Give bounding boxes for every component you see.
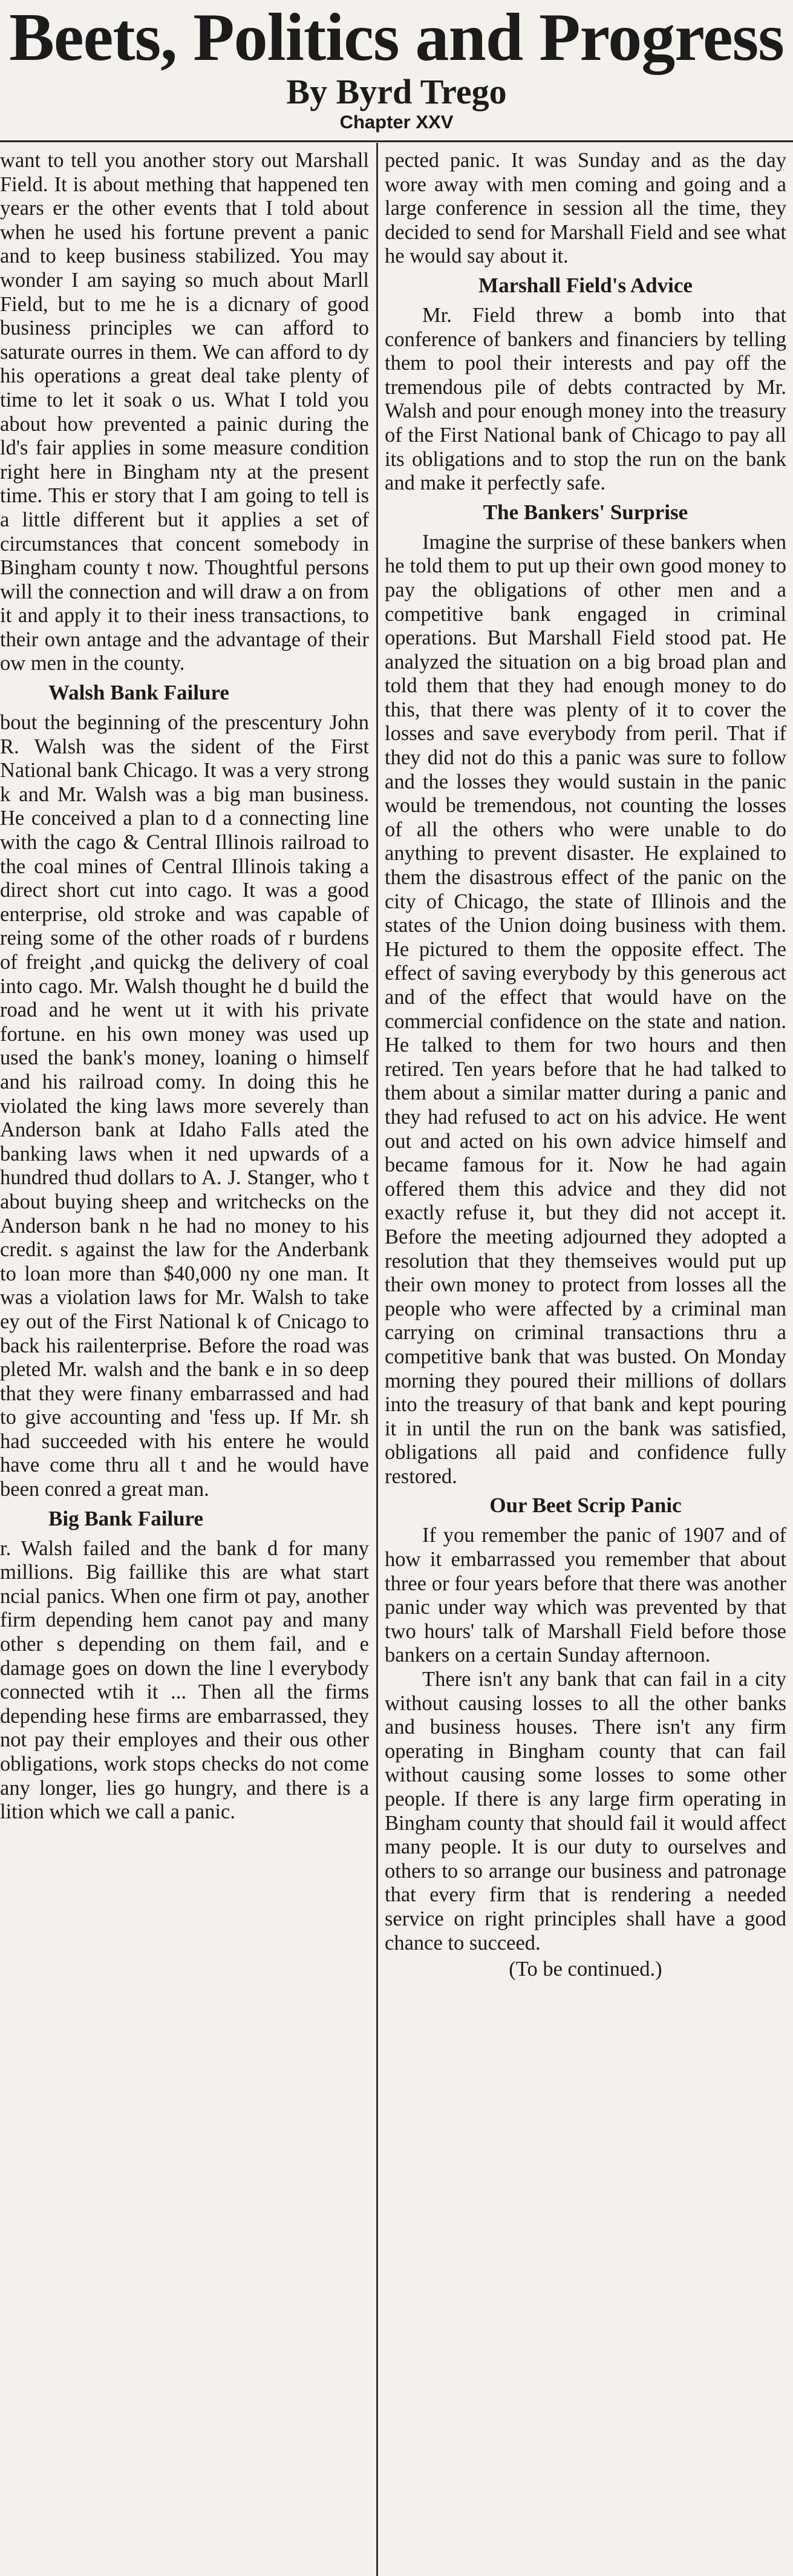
left-paragraph-2: bout the beginning of the prescentury John R. Walsh was the sident of the First National bank Chicago. It was a very strong k and Mr. Walsh was a big man business. He conceived a plan to d a connecting line with the cago & Central Illinois railroad to the coal mines of Central Illinois taking a direct short cut into cago. It was a good enterprise, old stroke and was capable of reing some of the other roads of r burdens of freight ,and quickg the delivery of coal into cago. Mr. Walsh thought he d build the road and he went ut it with his private fortune. en his own money was used up used the bank's money, loaning o himself and his railroad comy. In doing this he violated the king laws more severely than Anderson bank at Idaho Falls ated the banking laws when it ned upwards of a hundred thud dollars to A. J. Stanger, who t about buying sheep and writchecks on the Anderson bank n he had no money to his credit. s against the law for the Anderbank to loan more than $40,000 ny one man. It was a violation laws for Mr. Walsh to take ey out of the First National k of Cnicago to back his railenterprise. Before the road was pleted Mr. walsh and the bank e in so deep that they were finany embarrassed and had to give accounting and 'fess up. If Mr. sh had succeeded with his entere he would have come thru all t and he would have been conred a great man.: [0, 711, 369, 1501]
right-paragraph-4: If you remember the panic of 1907 and of how it embarrassed you remember that about three or four years before that there was another panic under way which was prevented by that two hours' talk of Marshall Field before those bankers on a certain Sunday afternoon.: [385, 1524, 786, 1667]
to-be-continued: (To be continued.): [509, 1958, 662, 1981]
subhead-marshall-fields-advice: Marshall Field's Advice: [478, 273, 693, 297]
column-divider: [376, 143, 378, 2576]
byline: By Byrd Trego: [286, 72, 507, 111]
right-paragraph-2: Mr. Field threw a bomb into that conference of bankers and financiers by telling them to pool their interests and pay off the tremendous pile of debts contracted by Mr. Walsh and pour enough money into the treasury of the First National bank of Chicago to pay all its obligations and to stop the run on the bank and make it perfectly safe.: [385, 303, 786, 495]
subhead-beet-scrip-panic: Our Beet Scrip Panic: [489, 1493, 682, 1518]
left-paragraph-3: r. Walsh failed and the bank d for many millions. Big faillike this are what start ncial panics. When one firm ot pay, another firm depending hem canot pay and many other s depending on them fail, and e damage goes on down the line l everybody connected wtih it ... Then all the firms depending hese firms are embarrassed, they not pay their employes and their ous other obligations, work stops checks do not come any longer, lies go hungry, and there is a lition which we call a panic.: [0, 1536, 369, 1824]
chapter-label: Chapter XXV: [339, 111, 454, 133]
right-paragraph-3: Imagine the surprise of these bankers when he told them to put up their own good money to pay the obligations of other men and a competitive bank engaged in criminal operations. But Marshall Field stood pat. He analyzed the situation on a big broad plan and told them that they had enough money to do this, that there was plenty of it to cover the losses and save everybody from peril. That if they did not do this a panic was sure to follow and the losses they would sustain in the panic would be tremendous, not counting the losses of all the others who were unable to do anything to prevent disaster. He explained to them the disastrous effect of the panic on the city of Chicago, the state of Illinois and the states of the Union doing business with them. He pictured to them the opposite effect. The effect of saving everybody by this generous act and of the effect that would have on the commercial confidence on the state and nation. He talked to them for two hours and then retired. Ten years before that he had talked to them about a similar matter during a panic and they had refused to act on his advice. He went out and acted on his own advice himself and became famous for it. Now he had again offered them this advice and they did not exactly refuse it, but they did not accept it. Before the meeting adjourned they adopted a resolution that they themseives would put up their own money to protect from losses all the people who were affected by a criminal man carrying on criminal transactions thru a competitive bank that was busted. On Monday morning they poured their millions of dollars into the treasury of that bank and kept pouring it in until the run on the bank was satisfied, obligations all paid and confidence fully restored.: [385, 530, 786, 1488]
left-column: [0, 149, 369, 2569]
left-paragraph-1: want to tell you another story out Marshall Field. It is about mething that happened ten years er the other events that I told about when he used his fortune prevent a panic and to keep business stabilized. You may wonder I am saying so much about Marll Field, but to me he is a dicnary of good business principles we can afford to saturate ourres in them. We can afford to dy his operations a great deal take plenty of time to let it soak o us. What I told you about how prevented a painic during the ld's fair applies in some measure condition right here in Bingham nty at the present time. This er story that I am going to tell is a little different but it applies a set of circumstances that concent somebody in Bingham county t now. Thoughtful persons will the connection and will draw a on from it and apply it to their iness transactions, to their own antage and the advantage of their ow men in the county.: [0, 149, 369, 675]
headline: Beets, Politics and Progress: [9, 0, 784, 75]
subhead-bankers-surprise: The Bankers' Surprise: [483, 500, 688, 524]
right-paragraph-5: There isn't any bank that can fail in a city without causing losses to all the other banks and business houses. There isn't any firm operating in Bingham county that can fail without causing some losses to some other people. If there is any large firm operating in Bingham county that should fail it would affect many people. It is our duty to ourselves and others to so arrange our business and patronage that every firm that is rendering a needed service on right principles shall have a good chance to succeed.: [385, 1668, 786, 1955]
right-column: [385, 149, 786, 2569]
subhead-walsh-bank-failure: Walsh Bank Failure: [48, 681, 229, 705]
masthead-rule: [0, 140, 793, 142]
masthead: [0, 0, 793, 138]
right-paragraph-1: pected panic. It was Sunday and as the day wore away with men coming and going and a large conference in session all the time, they decided to send for Marshall Field and see what he would say about it.: [385, 149, 786, 268]
subhead-big-bank-failure: Big Bank Failure: [48, 1506, 204, 1530]
